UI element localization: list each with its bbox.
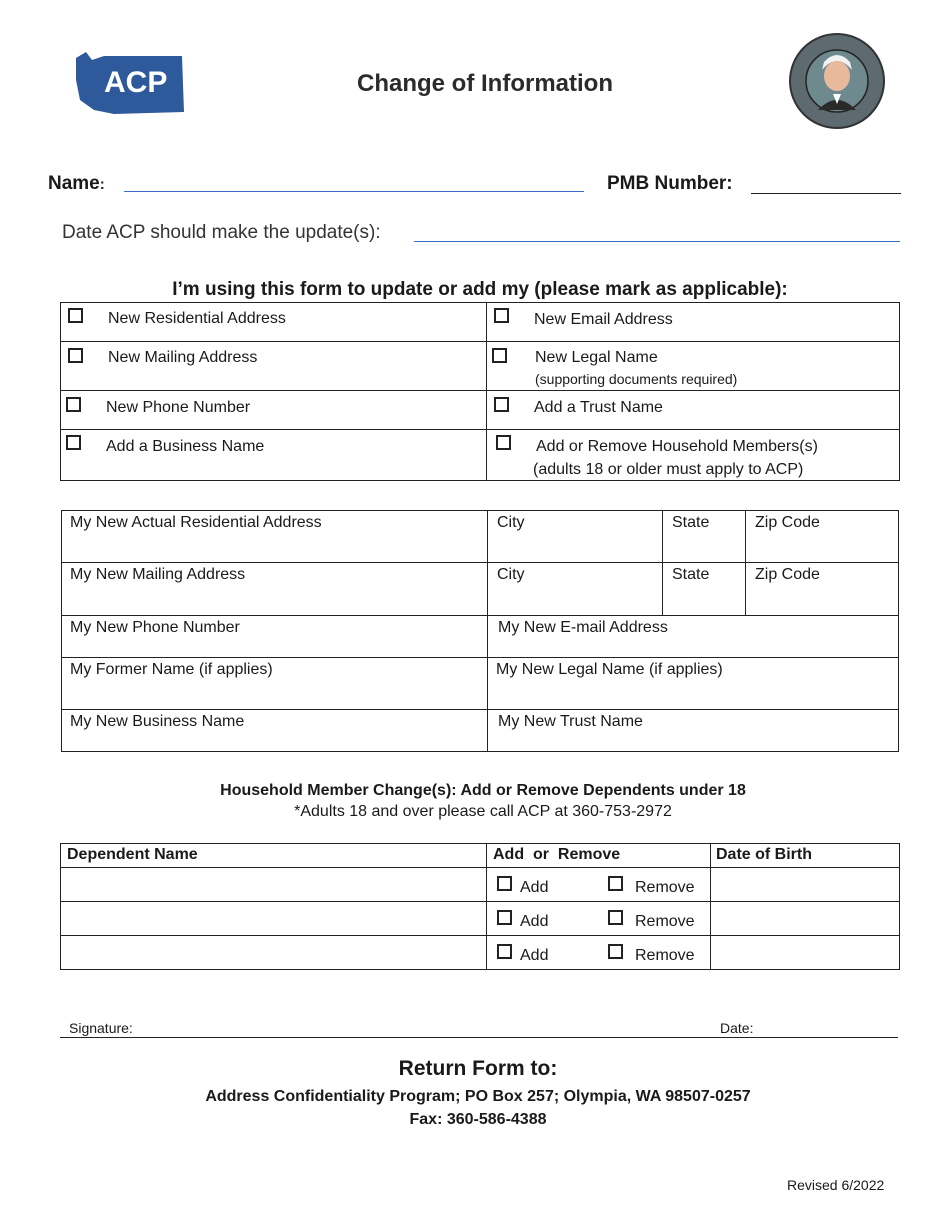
field-label: My New Phone Number — [70, 619, 240, 636]
date-of-birth-field[interactable] — [711, 868, 900, 902]
state-seal — [788, 32, 886, 130]
dependents-table — [60, 843, 900, 970]
remove-label: Remove — [635, 947, 695, 964]
option-label: New Email Address — [534, 311, 673, 328]
name-field[interactable] — [124, 191, 584, 192]
field-label: Zip Code — [755, 566, 820, 583]
legal-name-field[interactable] — [488, 658, 899, 710]
phone-number-field[interactable] — [62, 616, 488, 658]
household-subheading: *Adults 18 and over please call ACP at 360-753-2972 — [294, 803, 672, 820]
checkbox-add[interactable] — [497, 944, 512, 959]
field-label: State — [672, 566, 710, 583]
mailing-zip-field[interactable] — [746, 563, 899, 616]
return-address: Address Confidentiality Program; PO Box 257; Olympia, WA 98507-0257 — [205, 1088, 751, 1105]
signature-date-label: Date: — [720, 1020, 754, 1036]
update-option — [61, 430, 487, 481]
checkbox-remove[interactable] — [608, 876, 623, 891]
column-header-text: Date of Birth — [716, 846, 812, 863]
updates-heading: I’m using this form to update or add my (please mark as applicable): — [172, 279, 788, 300]
update-option — [61, 303, 487, 342]
remove-label: Remove — [635, 879, 695, 896]
signature-label: Signature: — [69, 1020, 133, 1036]
legal-name-note: (supporting documents required) — [535, 371, 738, 387]
date-update-field[interactable] — [414, 241, 900, 242]
revised-date: Revised 6/2022 — [787, 1177, 885, 1193]
field-label: My New Trust Name — [498, 713, 643, 730]
update-option — [487, 342, 900, 391]
option-label: Add a Business Name — [106, 438, 265, 455]
checkbox-email-address[interactable] — [494, 308, 509, 323]
checkbox-trust-name[interactable] — [494, 397, 509, 412]
update-option — [61, 342, 487, 391]
option-label: New Phone Number — [106, 399, 251, 416]
trust-name-field[interactable] — [488, 710, 899, 752]
date-of-birth-field[interactable] — [711, 902, 900, 936]
residential-zip-field[interactable] — [746, 511, 899, 563]
name-label-text: Name — [48, 173, 100, 194]
option-label: Add or Remove Household Members(s) — [536, 438, 818, 455]
field-label: City — [497, 514, 525, 531]
option-label: New Residential Address — [108, 310, 286, 327]
acp-logo — [74, 50, 186, 118]
former-name-field[interactable] — [62, 658, 488, 710]
dependent-name-field[interactable] — [61, 902, 487, 936]
table-row — [61, 902, 900, 936]
field-label: My New E-mail Address — [498, 619, 668, 636]
update-option — [487, 391, 900, 430]
checkbox-add[interactable] — [497, 876, 512, 891]
add-remove-cell — [487, 868, 711, 902]
business-name-field[interactable] — [62, 710, 488, 752]
add-label: Add — [520, 947, 549, 964]
return-heading: Return Form to: — [398, 1057, 558, 1080]
household-note: (adults 18 or older must apply to ACP) — [533, 461, 804, 478]
update-option — [61, 391, 487, 430]
update-option — [487, 303, 900, 342]
field-label: Zip Code — [755, 514, 820, 531]
column-header — [487, 844, 711, 868]
column-header-text: Dependent Name — [67, 846, 198, 863]
table-row — [61, 936, 900, 970]
dependent-name-field[interactable] — [61, 936, 487, 970]
field-label: My New Legal Name (if applies) — [496, 661, 723, 678]
field-label: My New Business Name — [70, 713, 245, 730]
field-label: My Former Name (if applies) — [70, 661, 273, 678]
table-row — [61, 868, 900, 902]
option-label: New Mailing Address — [108, 349, 258, 366]
add-remove-cell — [487, 936, 711, 970]
name-label-colon: : — [99, 176, 105, 193]
checkbox-business-name[interactable] — [66, 435, 81, 450]
dependent-name-field[interactable] — [61, 868, 487, 902]
signature-line[interactable] — [60, 1037, 898, 1038]
name-label — [48, 173, 105, 195]
field-label: My New Mailing Address — [70, 566, 246, 583]
logo-text: ACP — [104, 66, 168, 99]
add-remove-cell — [487, 902, 711, 936]
residential-city-field[interactable] — [488, 511, 663, 563]
update-option — [487, 430, 900, 481]
seal-icon — [788, 32, 886, 130]
field-label: State — [672, 514, 710, 531]
column-header — [711, 844, 900, 868]
mailing-city-field[interactable] — [488, 563, 663, 616]
checkbox-mailing-address[interactable] — [68, 348, 83, 363]
add-label: Add — [520, 879, 549, 896]
checkbox-household-members[interactable] — [496, 435, 511, 450]
residential-address-field[interactable] — [62, 511, 488, 563]
column-header-text: Add or Remove — [493, 846, 621, 863]
checkbox-add[interactable] — [497, 910, 512, 925]
date-update-label: Date ACP should make the update(s): — [62, 222, 381, 243]
date-of-birth-field[interactable] — [711, 936, 900, 970]
field-label: City — [497, 566, 525, 583]
pmb-field[interactable] — [751, 193, 901, 194]
mailing-address-field[interactable] — [62, 563, 488, 616]
checkbox-remove[interactable] — [608, 910, 623, 925]
remove-label: Remove — [635, 913, 695, 930]
household-heading: Household Member Change(s): Add or Remove Dependents under 18 — [220, 782, 746, 799]
residential-state-field[interactable] — [663, 511, 746, 563]
checkbox-remove[interactable] — [608, 944, 623, 959]
updates-table — [60, 302, 900, 481]
pmb-label: PMB Number: — [607, 173, 733, 194]
checkbox-phone-number[interactable] — [66, 397, 81, 412]
checkbox-residential-address[interactable] — [68, 308, 83, 323]
field-label: My New Actual Residential Address — [70, 514, 322, 531]
checkbox-legal-name[interactable] — [492, 348, 507, 363]
mailing-state-field[interactable] — [663, 563, 746, 616]
option-label: Add a Trust Name — [534, 399, 663, 416]
fax-number: Fax: 360-586-4388 — [409, 1111, 547, 1128]
email-address-field[interactable] — [488, 616, 899, 658]
option-label: New Legal Name — [535, 349, 658, 366]
address-table — [61, 510, 899, 752]
page-title: Change of Information — [357, 70, 613, 97]
add-label: Add — [520, 913, 549, 930]
column-header — [61, 844, 487, 868]
